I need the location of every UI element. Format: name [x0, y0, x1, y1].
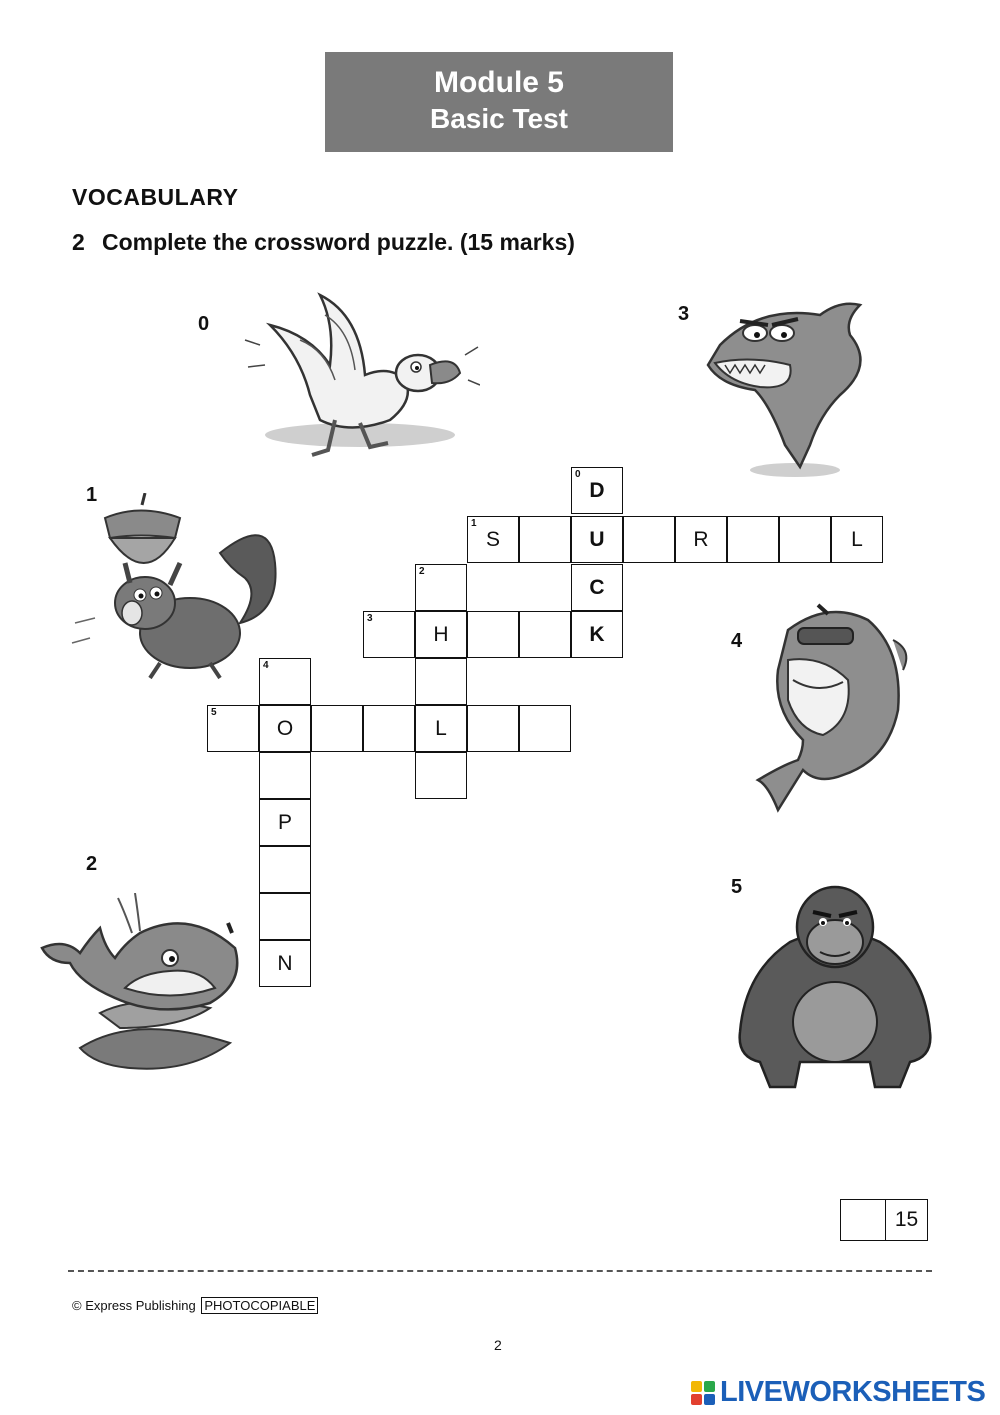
crossword-cell[interactable]: [519, 516, 571, 563]
cell-letter: H: [433, 622, 449, 646]
squirrel-icon: [70, 493, 285, 688]
crossword-cell[interactable]: [259, 940, 311, 987]
exercise-number: 2: [72, 229, 85, 255]
score-input[interactable]: [841, 1200, 886, 1240]
shark-icon: [700, 295, 875, 480]
liveworksheets-logo[interactable]: [690, 1376, 985, 1409]
clue-number-5: 5: [211, 707, 217, 718]
picture-number-0: 0: [198, 313, 210, 335]
cell-letter: L: [435, 716, 447, 740]
footer: [72, 1298, 318, 1313]
crossword-cell[interactable]: [415, 611, 467, 658]
clue-number-3: 3: [367, 613, 373, 624]
crossword-cell[interactable]: [519, 611, 571, 658]
crossword-cell[interactable]: [415, 564, 467, 611]
cell-letter: C: [589, 575, 605, 599]
crossword-cell[interactable]: [259, 658, 311, 705]
picture-number-1: 1: [86, 484, 98, 506]
crossword-cell[interactable]: [519, 705, 571, 752]
crossword-cell[interactable]: [467, 611, 519, 658]
page-number: 2: [494, 1337, 502, 1353]
gorilla-icon: [735, 882, 935, 1092]
exercise-instruction: [72, 229, 575, 256]
crossword-cell[interactable]: [831, 516, 883, 563]
clue-number-2: 2: [419, 566, 425, 577]
crossword-cell[interactable]: [467, 516, 519, 563]
cell-letter: D: [589, 478, 605, 502]
crossword-cell[interactable]: [415, 658, 467, 705]
crossword-cell[interactable]: [259, 799, 311, 846]
crossword-cell[interactable]: [779, 516, 831, 563]
crossword-cell[interactable]: [259, 705, 311, 752]
whale-icon: [40, 893, 250, 1073]
crossword-cell[interactable]: [363, 705, 415, 752]
instruction-text: Complete the crossword puzzle. (15 marks): [102, 229, 575, 255]
crossword-cell[interactable]: [415, 752, 467, 799]
dolphin-icon: [748, 600, 913, 825]
cell-letter: N: [277, 951, 293, 975]
clue-number-4: 4: [263, 660, 269, 671]
copyright-text: © Express Publishing: [72, 1298, 196, 1313]
duck-icon: [240, 285, 480, 465]
module-title: Module 5: [433, 66, 564, 99]
liveworksheets-mark-icon: [690, 1380, 716, 1406]
picture-number-2: 2: [86, 853, 98, 875]
score-total: 15: [894, 1208, 919, 1231]
crossword-cell[interactable]: [207, 705, 259, 752]
picture-number-4: 4: [731, 630, 743, 652]
section-title: VOCABULARY: [72, 184, 239, 210]
picture-number-5: 5: [731, 876, 743, 898]
divider: [68, 1270, 932, 1272]
crossword-cell[interactable]: [571, 516, 623, 563]
crossword-cell[interactable]: [675, 516, 727, 563]
crossword-cell[interactable]: [363, 611, 415, 658]
clue-number-1: 1: [471, 518, 477, 529]
module-header: [325, 52, 673, 152]
logo-text: LIVEWORKSHEETS: [720, 1376, 986, 1408]
crossword-cell[interactable]: [727, 516, 779, 563]
crossword-cell[interactable]: [623, 516, 675, 563]
cell-letter: K: [589, 622, 605, 646]
crossword-cell[interactable]: [467, 705, 519, 752]
crossword-cell[interactable]: [259, 846, 311, 893]
crossword-cell[interactable]: [415, 705, 467, 752]
crossword-cell[interactable]: [571, 467, 623, 514]
photocopiable-label: PHOTOCOPIABLE: [201, 1297, 318, 1314]
picture-number-3: 3: [678, 303, 690, 325]
cell-letter: R: [693, 527, 709, 551]
cell-letter: P: [277, 810, 292, 834]
cell-letter: L: [851, 527, 863, 551]
crossword-cell[interactable]: [311, 705, 363, 752]
crossword-cell[interactable]: [259, 752, 311, 799]
crossword-cell[interactable]: [571, 611, 623, 658]
cell-letter: S: [485, 527, 500, 551]
crossword-cell[interactable]: [571, 564, 623, 611]
clue-number-0: 0: [575, 469, 581, 480]
cell-letter: O: [276, 716, 294, 740]
crossword-cell[interactable]: [259, 893, 311, 940]
score-box: [840, 1199, 928, 1241]
cell-letter: U: [589, 527, 605, 551]
module-subtitle: Basic Test: [430, 103, 568, 134]
